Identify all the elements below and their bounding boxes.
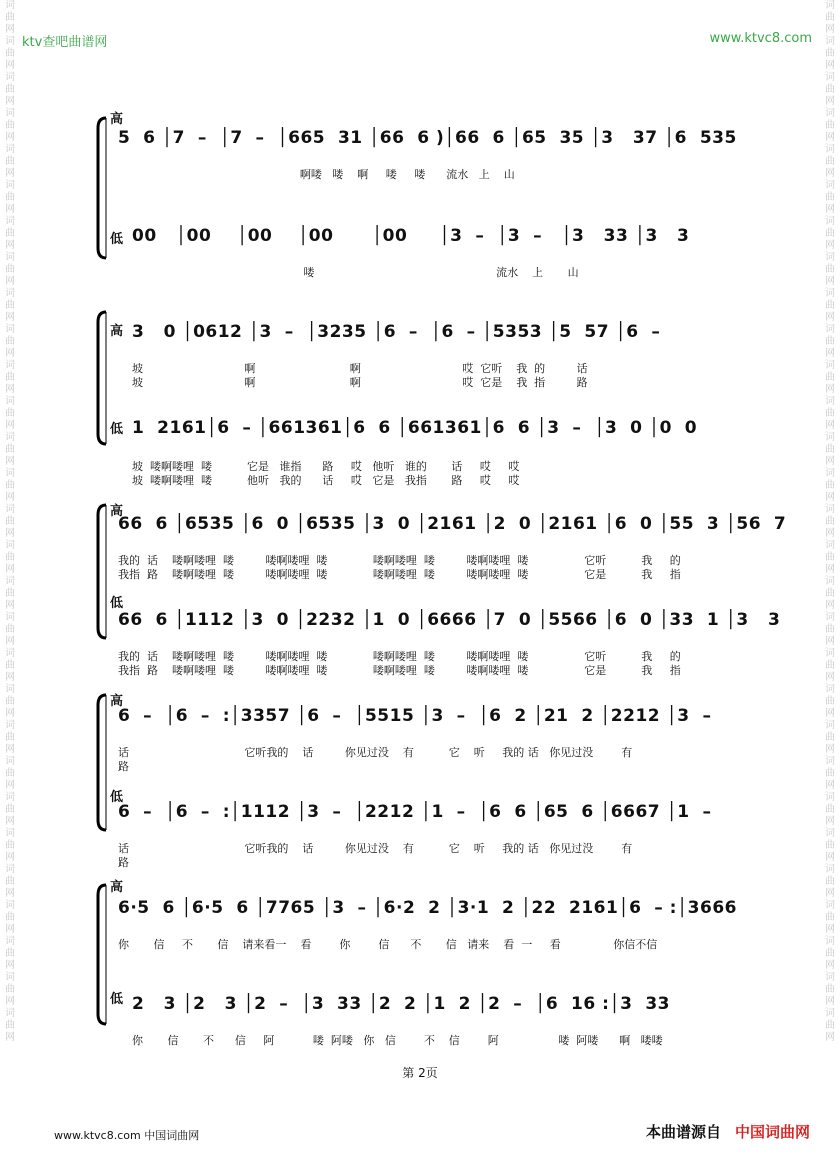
side-watermark-left: 词曲网词曲网词曲网词曲网词曲网词曲网词曲网词曲网词曲网词曲网词曲网词曲网词曲网词曲网词曲网词曲网词曲网词曲网词曲网词曲网词曲网词曲网词曲网词曲网词曲网词曲网词曲网词曲网词曲网	[5, 0, 15, 1043]
low-lyrics-1: 我的 话 喽啊喽哩 喽 喽啊喽哩 喽 喽啊喽哩 喽 喽啊喽哩 喽 它听 我 的	[118, 650, 681, 663]
high-lyrics-1: 我的 话 喽啊喽哩 喽 喽啊喽哩 喽 喽啊喽哩 喽 喽啊喽哩 喽 它听 我 的	[118, 554, 681, 567]
part-label-low: 低	[110, 596, 124, 611]
high-lyrics: 啊喽 喽 啊 喽 喽 流水 上 山	[118, 168, 515, 181]
low-lyrics: 你 信 不 信 阿 喽 阿喽 你 信 不 信 阿 喽 阿喽 啊 喽喽	[132, 1034, 663, 1047]
footer-source-label: 本曲谱源自	[645, 1123, 721, 1141]
low-notes: 00 │00 │00 │00 │00 │3 – │3 – │3 33 │3 3	[132, 226, 690, 246]
part-label-high: 高	[110, 694, 124, 709]
page-number: 第 2页	[402, 1066, 438, 1080]
low-lyrics-1: 话 它听我的 话 你见过没 有 它 听 我的 话 你见过没 有	[118, 842, 633, 855]
high-notes: 3 0 │0612 │3 – │3235 │6 – │6 – │5353 │5 57 │6 –	[132, 322, 661, 342]
low-lyrics-2: 坡 喽啊喽哩 喽 他听 我的 话 哎 它是 我指 路 哎 哎	[132, 474, 520, 487]
site-title[interactable]: ktv查吧曲谱网	[22, 35, 108, 50]
high-notes: 6·5 6 │6·5 6 │7765 │3 – │6·2 2 │3·1 2 │22 2161│6 – :│3666	[118, 898, 737, 918]
high-lyrics-1: 话 它听我的 话 你见过没 有 它 听 我的 话 你见过没 有	[118, 746, 633, 759]
high-lyrics-2: 路	[118, 760, 129, 773]
high-lyrics-1: 坡 啊 啊 哎 它听 我 的 话	[132, 362, 588, 375]
site-url[interactable]: www.ktvc8.com	[709, 31, 812, 46]
high-notes: 66 6 │6535 │6 0 │6535 │3 0 │2161 │2 0 │2161 │6 0 │55 3 │56 7	[118, 514, 787, 534]
high-lyrics-2: 坡 啊 啊 哎 它是 我 指 路	[132, 376, 588, 389]
side-watermark-right: 词曲网词曲网词曲网词曲网词曲网词曲网词曲网词曲网词曲网词曲网词曲网词曲网词曲网词曲网词曲网词曲网词曲网词曲网词曲网词曲网词曲网词曲网词曲网词曲网词曲网词曲网词曲网词曲网词曲网	[825, 0, 835, 1043]
part-label-high: 高	[110, 324, 124, 339]
part-label-high: 高	[110, 112, 124, 127]
low-lyrics-1: 坡 喽啊喽哩 喽 它是 谁指 路 哎 他听 谁的 话 哎 哎	[132, 460, 520, 473]
low-notes: 2 3 │2 3 │2 – │3 33 │2 2 │1 2 │2 – │6 16 :│3 33	[132, 994, 670, 1014]
part-label-low: 低	[110, 790, 124, 805]
part-label-high: 高	[110, 504, 124, 519]
part-label-low: 低	[110, 422, 124, 437]
footer-site[interactable]: www.ktvc8.com 中国词曲网	[54, 1129, 200, 1142]
low-lyrics: 喽 流水 上 山	[118, 266, 579, 279]
footer-source	[646, 1121, 810, 1142]
low-lyrics-2: 路	[118, 856, 129, 869]
low-notes: 6 – │6 – :│1112 │3 – │2212 │1 – │6 6 │65 6 │6667 │1 –	[118, 802, 712, 822]
footer-brand[interactable]: 中国词曲网	[734, 1123, 810, 1141]
low-notes: 66 6 │1112 │3 0 │2232 │1 0 │6666 │7 0 │5566 │6 0 │33 1 │3 3	[118, 610, 781, 630]
part-label-high: 高	[110, 880, 124, 895]
low-notes: 1 2161│6 – │661361│6 6 │661361│6 6 │3 – │3 0 │0 0	[132, 418, 698, 438]
part-label-low: 低	[110, 992, 124, 1007]
low-lyrics-2: 我指 路 喽啊喽哩 喽 喽啊喽哩 喽 喽啊喽哩 喽 喽啊喽哩 喽 它是 我 指	[118, 664, 681, 677]
high-notes: 6 – │6 – :│3357 │6 – │5515 │3 – │6 2 │21 2 │2212 │3 –	[118, 706, 712, 726]
high-lyrics-2: 我指 路 喽啊喽哩 喽 喽啊喽哩 喽 喽啊喽哩 喽 喽啊喽哩 喽 它是 我 指	[118, 568, 681, 581]
part-label-low: 低	[110, 232, 124, 247]
high-lyrics: 你 信 不 信 请来看一 看 你 信 不 信 请来 看 一 看 你信不信	[118, 938, 658, 951]
high-notes: 5 6 │7 – │7 – │665 31 │66 6 )│66 6 │65 35 │3 37 │6 535	[118, 128, 737, 148]
